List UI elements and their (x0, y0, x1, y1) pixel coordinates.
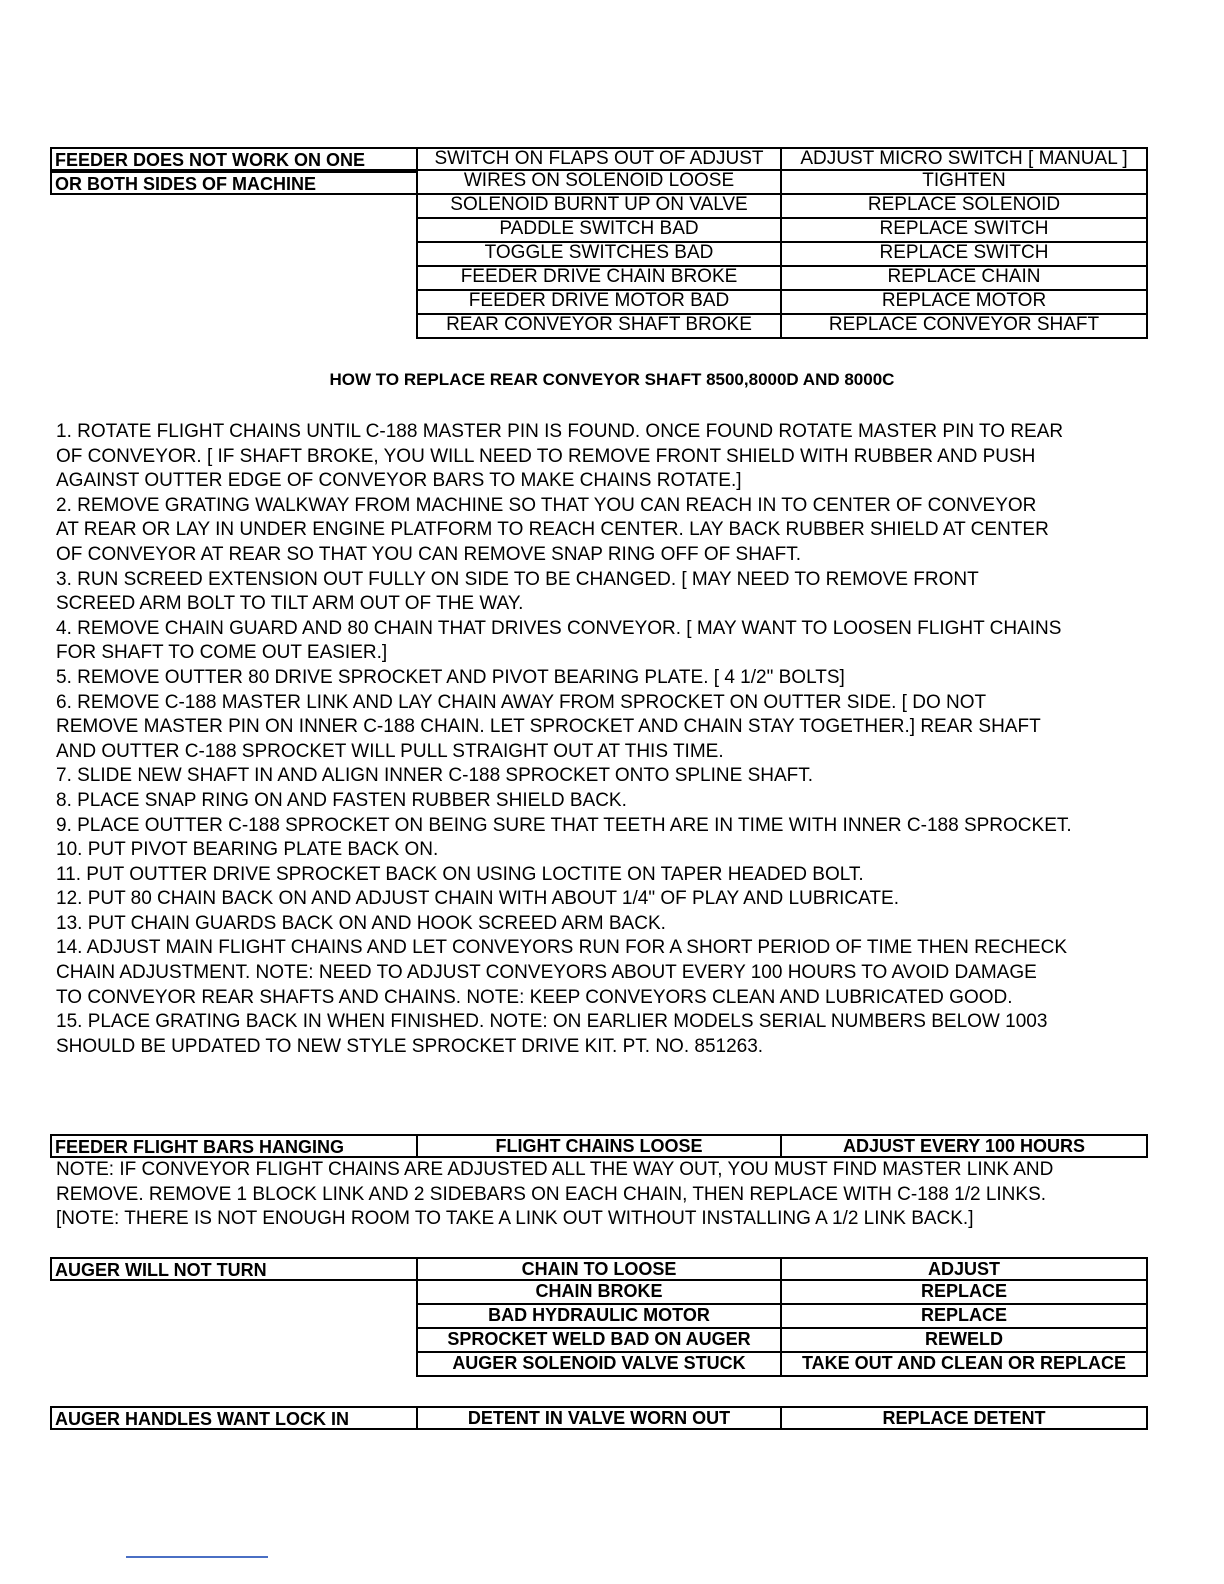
cause-cell: BAD HYDRAULIC MOTOR (416, 1305, 782, 1329)
fix-cell: REPLACE SWITCH (782, 243, 1148, 267)
flight-bars-note: NOTE: IF CONVEYOR FLIGHT CHAINS ARE ADJUSTED ALL THE WAY OUT, YOU MUST FIND MASTER LINK AND REMOVE. REMOVE 1 BLOCK LINK AND 2 SIDEBARS ON EACH CHAIN, THEN REPLACE WITH C-188 1/2 LINKS. [NOTE: THERE IS NOT ENOUGH ROOM TO TAKE A LINK OUT WITHOUT INSTALLING A 1/2 LINK BACK.] (56, 1159, 1054, 1230)
cause-cell: FLIGHT CHAINS LOOSE (416, 1134, 782, 1158)
problem-cell: FEEDER FLIGHT BARS HANGING (50, 1134, 416, 1158)
table-row (50, 219, 1148, 243)
problem-cell: AUGER WILL NOT TURN (50, 1257, 416, 1281)
table-row (50, 147, 1148, 171)
fix-cell: TAKE OUT AND CLEAN OR REPLACE (782, 1353, 1148, 1377)
table-row (50, 1257, 1148, 1281)
fix-cell: REPLACE MOTOR (782, 291, 1148, 315)
cause-cell: SWITCH ON FLAPS OUT OF ADJUST (416, 147, 782, 171)
list-item: 8. PLACE SNAP RING ON AND FASTEN RUBBER SHIELD BACK. (56, 789, 627, 811)
cause-cell: SPROCKET WELD BAD ON AUGER (416, 1329, 782, 1353)
table-row (50, 1353, 1148, 1377)
fix-cell: ADJUST MICRO SWITCH [ MANUAL ] (782, 147, 1148, 171)
problem-cell: OR BOTH SIDES OF MACHINE (50, 171, 416, 195)
cause-cell: SOLENOID BURNT UP ON VALVE (416, 195, 782, 219)
list-item: 3. RUN SCREED EXTENSION OUT FULLY ON SIDE TO BE CHANGED. [ MAY NEED TO REMOVE FRONT SCREED ARM BOLT TO TILT ARM OUT OF THE WAY. (56, 568, 979, 615)
procedure-steps (56, 420, 1166, 1059)
table-row (50, 195, 1148, 219)
fix-cell: REPLACE CONVEYOR SHAFT (782, 315, 1148, 339)
fix-cell: REPLACE SOLENOID (782, 195, 1148, 219)
table-row (50, 291, 1148, 315)
fix-cell: TIGHTEN (782, 171, 1148, 195)
cause-cell: DETENT IN VALVE WORN OUT (416, 1406, 782, 1430)
fix-cell: REPLACE (782, 1281, 1148, 1305)
fix-cell: ADJUST (782, 1257, 1148, 1281)
cause-cell: WIRES ON SOLENOID LOOSE (416, 171, 782, 195)
fix-cell: REWELD (782, 1329, 1148, 1353)
fix-cell: REPLACE (782, 1305, 1148, 1329)
table-row (50, 1329, 1148, 1353)
cause-cell: TOGGLE SWITCHES BAD (416, 243, 782, 267)
cause-cell: CHAIN TO LOOSE (416, 1257, 782, 1281)
table-row (50, 315, 1148, 339)
list-item: 1. ROTATE FLIGHT CHAINS UNTIL C-188 MASTER PIN IS FOUND. ONCE FOUND ROTATE MASTER PIN TO REAR OF CONVEYOR. [ IF SHAFT BROKE, YOU WILL NEED TO REMOVE FRONT SHIELD WITH RUBBER AND PUSH AGAINST OUTTER EDGE OF CONVEYOR BARS TO MAKE CHAINS ROTATE.] (56, 421, 1064, 492)
table-row (50, 171, 1148, 195)
cause-cell: REAR CONVEYOR SHAFT BROKE (416, 315, 782, 339)
table-row (50, 243, 1148, 267)
procedure-title: HOW TO REPLACE REAR CONVEYOR SHAFT 8500,8000D AND 8000C (329, 370, 895, 389)
list-item: 2. REMOVE GRATING WALKWAY FROM MACHINE SO THAT YOU CAN REACH IN TO CENTER OF CONVEYOR AT REAR OR LAY IN UNDER ENGINE PLATFORM TO REACH CENTER. LAY BACK RUBBER SHIELD AT CENTER OF CONVEYOR AT REAR SO THAT YOU CAN REMOVE SNAP RING OFF OF SHAFT. (56, 494, 1049, 565)
footer-rule (126, 1556, 268, 1558)
cause-cell: FEEDER DRIVE MOTOR BAD (416, 291, 782, 315)
cause-cell: AUGER SOLENOID VALVE STUCK (416, 1353, 782, 1377)
list-item: 15. PLACE GRATING BACK IN WHEN FINISHED. NOTE: ON EARLIER MODELS SERIAL NUMBERS BELOW 1003 SHOULD BE UPDATED TO NEW STYLE SPROCKET DRIVE KIT. PT. NO. 851263. (56, 1011, 1048, 1057)
cause-cell: CHAIN BROKE (416, 1281, 782, 1305)
fix-cell: REPLACE DETENT (782, 1406, 1148, 1430)
list-item: 9. PLACE OUTTER C-188 SPROCKET ON BEING SURE THAT TEETH ARE IN TIME WITH INNER C-188 SPROCKET. (56, 814, 1072, 836)
list-item: 5. REMOVE OUTTER 80 DRIVE SPROCKET AND PIVOT BEARING PLATE. [ 4 1/2" BOLTS] (56, 666, 845, 688)
table-row (50, 1281, 1148, 1305)
fix-cell: ADJUST EVERY 100 HOURS (782, 1134, 1148, 1158)
list-item: 10. PUT PIVOT BEARING PLATE BACK ON. (56, 839, 439, 861)
list-item: 14. ADJUST MAIN FLIGHT CHAINS AND LET CONVEYORS RUN FOR A SHORT PERIOD OF TIME THEN RECHECK CHAIN ADJUSTMENT. NOTE: NEED TO ADJUST CONVEYORS ABOUT EVERY 100 HOURS TO AVOID DAMAGE TO CONVEYOR REAR SHAFTS AND CHAINS. NOTE: KEEP CONVEYORS CLEAN AND LUBRICATED GOOD. (56, 937, 1068, 1008)
list-item: 11. PUT OUTTER DRIVE SPROCKET BACK ON USING LOCTITE ON TAPER HEADED BOLT. (56, 863, 864, 885)
list-item: 7. SLIDE NEW SHAFT IN AND ALIGN INNER C-188 SPROCKET ONTO SPLINE SHAFT. (56, 765, 814, 787)
list-item: 6. REMOVE C-188 MASTER LINK AND LAY CHAIN AWAY FROM SPROCKET ON OUTTER SIDE. [ DO NOT REMOVE MASTER PIN ON INNER C-188 CHAIN. LET SPROCKET AND CHAIN STAY TOGETHER.] REAR SHAFT AND OUTTER C-188 SPROCKET WILL PULL STRAIGHT OUT AT THIS TIME. (56, 691, 1041, 762)
problem-cell: FEEDER DOES NOT WORK ON ONE (50, 147, 416, 171)
list-item: 4. REMOVE CHAIN GUARD AND 80 CHAIN THAT DRIVES CONVEYOR. [ MAY WANT TO LOOSEN FLIGHT CHAINS FOR SHAFT TO COME OUT EASIER.] (56, 617, 1062, 664)
cause-cell: PADDLE SWITCH BAD (416, 219, 782, 243)
list-item: 12. PUT 80 CHAIN BACK ON AND ADJUST CHAIN WITH ABOUT 1/4" OF PLAY AND LUBRICATE. (56, 888, 899, 910)
list-item: 13. PUT CHAIN GUARDS BACK ON AND HOOK SCREED ARM BACK. (56, 912, 666, 934)
fix-cell: REPLACE CHAIN (782, 267, 1148, 291)
cause-cell: FEEDER DRIVE CHAIN BROKE (416, 267, 782, 291)
problem-cell: AUGER HANDLES WANT LOCK IN (50, 1406, 416, 1430)
table-row (50, 267, 1148, 291)
table-row (50, 1305, 1148, 1329)
auger-handles-row (50, 1406, 1148, 1430)
flight-bars-row (50, 1134, 1148, 1158)
fix-cell: REPLACE SWITCH (782, 219, 1148, 243)
